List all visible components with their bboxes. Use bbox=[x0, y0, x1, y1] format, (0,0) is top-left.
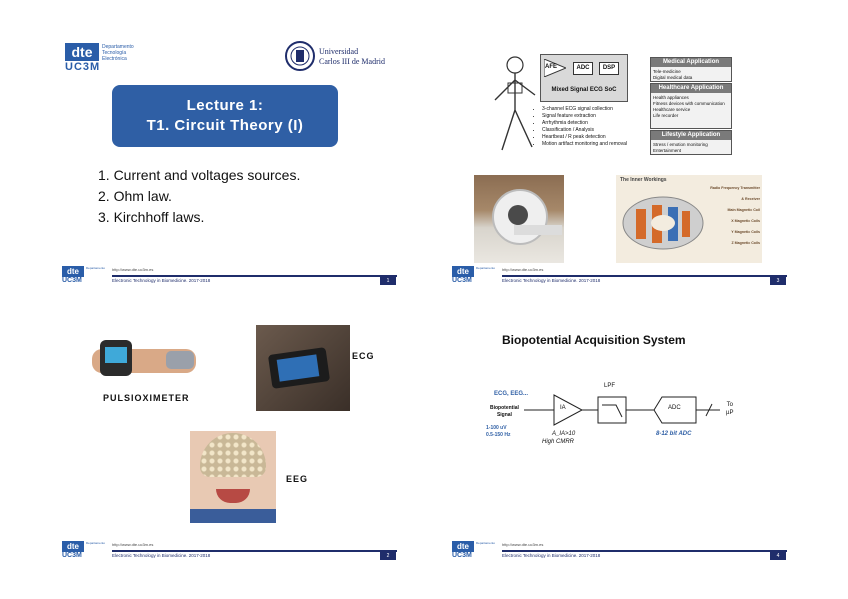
soc-caption: Mixed Signal ECG SoC bbox=[551, 87, 617, 93]
list-item: Stress / emotion monitoring bbox=[653, 142, 708, 147]
page-number: 3 bbox=[770, 277, 786, 285]
eeg-label: EEG bbox=[286, 474, 309, 484]
footer-uc3m-logo: UC3M bbox=[452, 552, 472, 559]
footer-url[interactable]: http://www.dte.uc3m.es bbox=[502, 542, 544, 547]
feature-list bbox=[536, 106, 652, 148]
soc-adc-label: ADC bbox=[573, 62, 593, 75]
university-logo bbox=[285, 41, 395, 75]
cmrr-label: High CMRR bbox=[542, 439, 575, 445]
slide-2 bbox=[60, 305, 410, 565]
footer-course: Electronic Technology in Biomedicine. 2017-2018 bbox=[112, 553, 211, 558]
footer-url[interactable]: http://www.dte.uc3m.es bbox=[112, 542, 154, 547]
lpf-label: LPF bbox=[604, 383, 616, 389]
page-number: 2 bbox=[380, 552, 396, 560]
footer-course: Electronic Technology in Biomedicine. 2017-2018 bbox=[502, 278, 601, 283]
range-frequency: 0.5-150 Hz bbox=[486, 432, 511, 438]
university-seal-icon bbox=[285, 41, 315, 71]
footer-course: Electronic Technology in Biomedicine. 2017-2018 bbox=[502, 553, 601, 558]
list-item: Y Magnetic Coils bbox=[731, 230, 760, 234]
dept-line-2: Tecnología bbox=[102, 50, 127, 56]
list-item: • Motion artifact monitoring and removal bbox=[542, 141, 652, 148]
footer-dept: Departamento bbox=[476, 266, 496, 270]
to-label: To bbox=[726, 402, 733, 408]
signal-range bbox=[486, 425, 510, 439]
list-item: Radio Frequency Transmitter & Receiver bbox=[710, 186, 760, 201]
mri-label-list bbox=[708, 183, 760, 249]
ecg-device-photo bbox=[256, 325, 350, 411]
lecture-title-line-2: T1. Circuit Theory (I) bbox=[146, 117, 304, 134]
dept-line-3: Electrónica bbox=[102, 56, 127, 62]
slide-1 bbox=[60, 30, 410, 290]
university-line-2: Carlos III de Madrid bbox=[319, 57, 385, 66]
footer-dte-logo: dte bbox=[62, 541, 84, 552]
uc3m-logo-text: UC3M bbox=[65, 61, 101, 73]
footer-course: Electronic Technology in Biomedicine. 2017-2018 bbox=[112, 278, 211, 283]
dte-logo bbox=[65, 43, 165, 77]
list-item: Main Magnetic Coil bbox=[727, 208, 760, 212]
list-item: • 3-channel ECG signal collection bbox=[542, 106, 652, 113]
pulsioximeter-photo bbox=[90, 325, 198, 387]
adc-label: ADC bbox=[668, 405, 681, 411]
page-number: 1 bbox=[380, 277, 396, 285]
slide-footer bbox=[60, 541, 400, 563]
diagram-title: The Inner Workings bbox=[620, 177, 667, 183]
footer-divider bbox=[112, 275, 397, 277]
topic-list bbox=[98, 165, 300, 228]
list-item: 1. Current and voltages sources. bbox=[98, 167, 301, 183]
footer-uc3m-logo: UC3M bbox=[62, 552, 82, 559]
footer-divider bbox=[502, 275, 787, 277]
mri-inner-workings-diagram bbox=[616, 175, 762, 263]
list-item: Digital medical data bbox=[653, 75, 693, 80]
footer-dept: Departamento bbox=[86, 541, 106, 545]
slide-title: Biopotential Acquisition System bbox=[502, 333, 686, 347]
footer-dte-logo: dte bbox=[452, 266, 474, 277]
range-amplitude: 1-100 uV bbox=[486, 425, 507, 431]
ecg-label: ECG bbox=[352, 351, 375, 361]
dept-line-1: Departamento bbox=[102, 44, 134, 50]
footer-url[interactable]: http://www.dte.uc3m.es bbox=[502, 267, 544, 272]
list-item: Entertainment bbox=[653, 148, 682, 153]
slide-footer bbox=[450, 541, 790, 563]
signal-line-2: Signal bbox=[496, 412, 512, 418]
footer-dte-logo: dte bbox=[62, 266, 84, 277]
lecture-title-line-1: Lecture 1: bbox=[186, 97, 264, 114]
afe-label: AFE bbox=[545, 64, 557, 70]
mri-scanner-photo bbox=[474, 175, 564, 263]
healthcare-application-box bbox=[650, 83, 732, 129]
footer-dte-logo: dte bbox=[452, 541, 474, 552]
list-item: 2. Ohm law. bbox=[98, 188, 172, 204]
slide-footer bbox=[60, 266, 400, 288]
university-name bbox=[319, 47, 385, 67]
ia-label: IA bbox=[560, 405, 566, 411]
dept-text bbox=[102, 44, 134, 62]
signal-line-1: Biopotential bbox=[490, 405, 519, 411]
list-item: Z Magnetic Coils bbox=[731, 241, 760, 245]
mri-coil-icon bbox=[618, 185, 708, 255]
healthcare-title: Healthcare Application bbox=[651, 84, 731, 93]
list-item: Healthcare service bbox=[653, 107, 691, 112]
medical-title: Medical Application bbox=[651, 58, 731, 67]
footer-dept: Departamento bbox=[86, 266, 106, 270]
acquisition-block-diagram bbox=[524, 391, 754, 431]
lecture-title-box bbox=[112, 85, 338, 147]
list-item: Health appliances bbox=[653, 95, 689, 100]
adc-bits-label: 8-12 bit ADC bbox=[656, 431, 692, 437]
eeg-cap-photo bbox=[190, 431, 276, 523]
list-item: Fitness devices with communication bbox=[653, 101, 725, 106]
footer-divider bbox=[502, 550, 787, 552]
lifestyle-application-box bbox=[650, 130, 732, 155]
ecg-soc-block bbox=[540, 54, 628, 102]
soc-dsp-label: DSP bbox=[599, 62, 619, 75]
list-item: X Magnetic Coils bbox=[731, 219, 760, 223]
university-line-1: Universidad bbox=[319, 47, 359, 56]
footer-url[interactable]: http://www.dte.uc3m.es bbox=[112, 267, 154, 272]
list-item: • Classification / Analysis bbox=[542, 127, 652, 134]
footer-divider bbox=[112, 550, 397, 552]
dte-logo-mark: dte bbox=[65, 43, 99, 61]
biopotential-signal-label bbox=[490, 405, 519, 419]
list-item: Life recorder bbox=[653, 113, 679, 118]
microprocessor-label: µP bbox=[726, 410, 734, 416]
list-item: • Arrhythmia detection bbox=[542, 120, 652, 127]
footer-uc3m-logo: UC3M bbox=[62, 277, 82, 284]
destination-label bbox=[726, 401, 733, 417]
medical-application-box bbox=[650, 57, 732, 82]
footer-dept: Departamento bbox=[476, 541, 496, 545]
lifestyle-title: Lifestyle Application bbox=[651, 131, 731, 140]
list-item: Tele-medicine bbox=[653, 69, 681, 74]
slide-4 bbox=[450, 305, 800, 565]
signal-type-label: ECG, EEG... bbox=[494, 391, 529, 397]
gain-label: A_IA>10 bbox=[552, 431, 576, 437]
list-item: • Signal feature extraction bbox=[542, 113, 652, 120]
list-item: • Heartbeat / R peak detection bbox=[542, 134, 652, 141]
page-number: 4 bbox=[770, 552, 786, 560]
pulsioximeter-label: PULSIOXIMETER bbox=[103, 393, 190, 403]
footer-uc3m-logo: UC3M bbox=[452, 277, 472, 284]
list-item: 3. Kirchhoff laws. bbox=[98, 209, 205, 225]
slide-3 bbox=[450, 30, 800, 290]
slide-footer bbox=[450, 266, 790, 288]
